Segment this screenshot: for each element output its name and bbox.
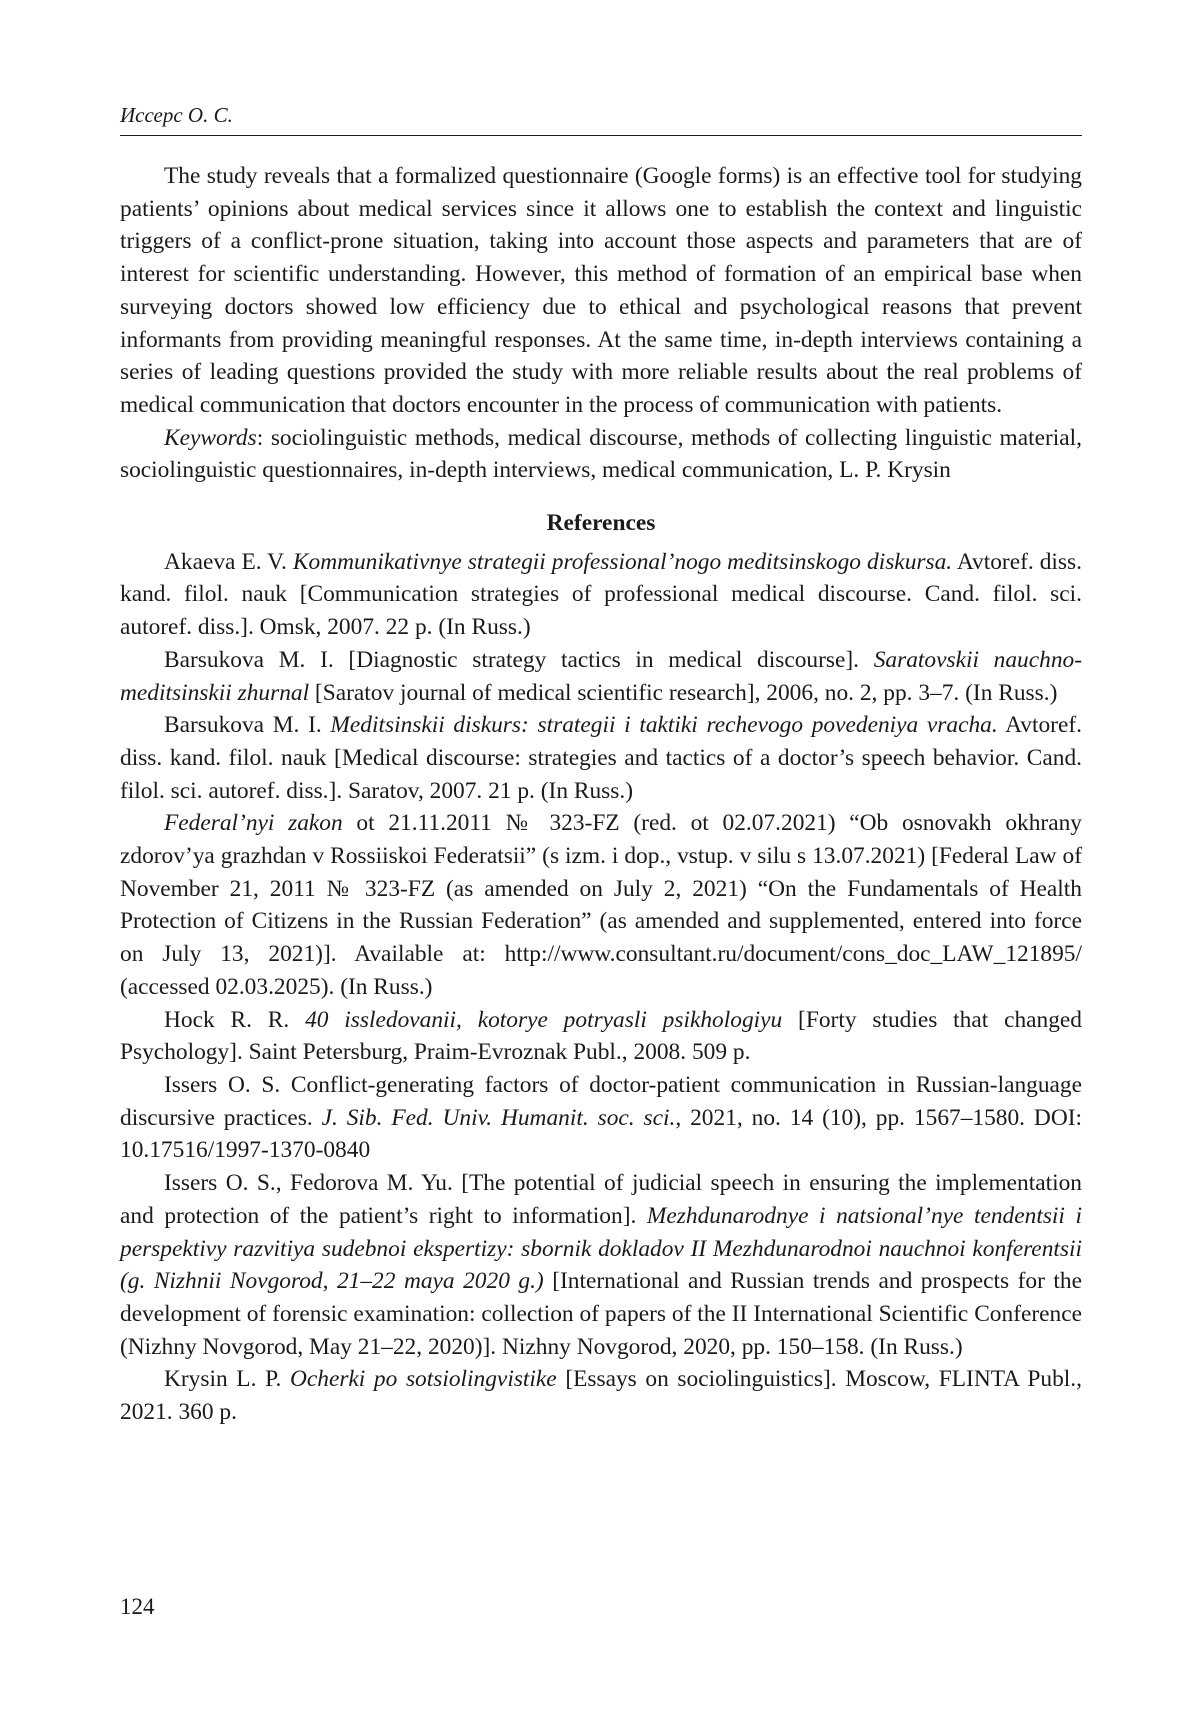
reference-details: ot 21.11.2011 № 323-FZ (red. ot 02.07.2021) “Ob osnovakh okhrany zdorov’ya grazhdan v Rossiiskoi Federatsii” (s izm. i dop., vstup. v silu s 13.07.2021) [Federal Law of November 21, 2011 № 323-FZ (as amended on July 2, 2021) “On the Fundamentals of Health Protection of Citizens in the Russian Federation” (as amended and supplemented, entered into force on July 13, 2021)]. Available at: http://www.consultant.ru/document/cons_doc_LAW_121895/ (accessed 02.03.2025). (In Russ.)	[120, 810, 1082, 1000]
keywords-label: Keywords	[164, 424, 257, 451]
reference-author: Barsukova M. I. [Diagnostic strategy tactics in medical discourse].	[164, 646, 874, 673]
reference-details: Avtoref. diss. kand. filol. nauk [Medical discourse: strategies and tactics of a doctor’s speech behavior. Cand. filol. sci. autoref. diss.]. Saratov, 2007. 21 p. (In Russ.)	[120, 712, 1082, 804]
article-body	[120, 160, 1082, 1429]
reference-title: Mezhdunarodnye i natsional’nye tendentsii i perspektivy razvitiya sudebnoi ekspertizy: sbornik dokladov II Mezhdunarodnoi nauchnoi konferentsii (g. Nizhnii Novgorod, 21–22 maya 2020 g.)	[120, 1202, 1082, 1295]
reference-author: Hock R. R.	[164, 1006, 306, 1033]
reference-title: Kommunikativnye strategii professional’nogo meditsinskogo diskursa.	[292, 548, 953, 575]
reference-title: Ocherki po sotsiolingvistike	[289, 1366, 557, 1393]
reference-title: 40 issledovanii, kotorye potryasli psikhologiyu	[305, 1006, 783, 1033]
reference-item	[120, 1004, 1082, 1069]
running-head: Иссерс О. С.	[120, 103, 233, 127]
reference-details: Avtoref. diss. kand. filol. nauk [Communication strategies of professional medical discourse. Cand. filol. sci. autoref. diss.]. Omsk, 2007. 22 p. (In Russ.)	[120, 548, 1082, 641]
reference-author: Issers O. S., Fedorova M. Yu. [The potential of judicial speech in ensuring the implementation and protection of the patient’s right to information].	[120, 1170, 1082, 1229]
reference-details: [Forty studies that changed Psychology]. Saint Petersburg, Praim-Evroznak Publ., 2008. 509 p.	[120, 1006, 1082, 1066]
reference-item	[120, 644, 1082, 709]
reference-author: Akaeva E. V.	[164, 548, 293, 575]
reference-item	[120, 1167, 1082, 1363]
abstract-paragraph: The study reveals that a formalized questionnaire (Google forms) is an effective tool for studying patients’ opinions about medical services since it allows one to establish the context and linguistic triggers of a conflict-prone situation, taking into account those aspects and parameters that are of interest for scientific understanding. However, this method of formation of an empirical base when surveying doctors showed low efficiency due to ethical and psychological reasons that prevent informants from providing meaningful responses. At the same time, in-depth interviews containing a series of leading questions provided the study with more reliable results about the real problems of medical communication that doctors encounter in the process of communication with patients.	[120, 163, 1082, 418]
reference-title: Federal’nyi zakon	[164, 810, 343, 837]
reference-item	[120, 807, 1082, 1003]
reference-item	[120, 546, 1082, 644]
reference-title: J. Sib. Fed. Univ. Humanit. soc. sci.	[321, 1104, 676, 1131]
keywords-text: : sociolinguistic methods, medical discourse, methods of collecting linguistic material, sociolinguistic questionnaires, in-depth interviews, medical communication, L. P. Krysin	[120, 424, 1082, 484]
page-number: 124	[120, 1594, 155, 1619]
reference-author: Barsukova M. I.	[164, 712, 331, 739]
reference-title: Saratovskii nauchno-meditsinskii zhurnal	[120, 646, 1083, 706]
reference-details: [Essays on sociolinguistics]. Moscow, FLINTA Publ., 2021. 360 p.	[120, 1366, 1082, 1426]
reference-item	[120, 1069, 1082, 1167]
references-heading: References	[546, 510, 656, 537]
reference-item	[120, 1363, 1082, 1428]
keywords-paragraph	[120, 422, 1082, 487]
reference-details: , 2021, no. 14 (10), pp. 1567–1580. DOI: 10.17516/1997-1370-0840	[120, 1104, 1083, 1164]
reference-author: Krysin L. P.	[164, 1366, 290, 1393]
header-rule	[120, 135, 1082, 136]
reference-details: [Saratov journal of medical scientific research], 2006, no. 2, pp. 3–7. (In Russ.)	[309, 679, 1058, 706]
reference-author: Issers O. S. Conflict-generating factors of doctor-patient communication in Russian-language discursive practices.	[120, 1071, 1082, 1131]
reference-item	[120, 709, 1082, 807]
reference-details: [International and Russian trends and prospects for the development of forensic examination: collection of papers of the II International Scientific Conference (Nizhny Novgorod, May 21–22, 2020)]. Nizhny Novgorod, 2020, pp. 150–158. (In Russ.)	[120, 1268, 1082, 1360]
reference-title: Meditsinskii diskurs: strategii i taktiki rechevogo povedeniya vracha.	[330, 712, 998, 739]
